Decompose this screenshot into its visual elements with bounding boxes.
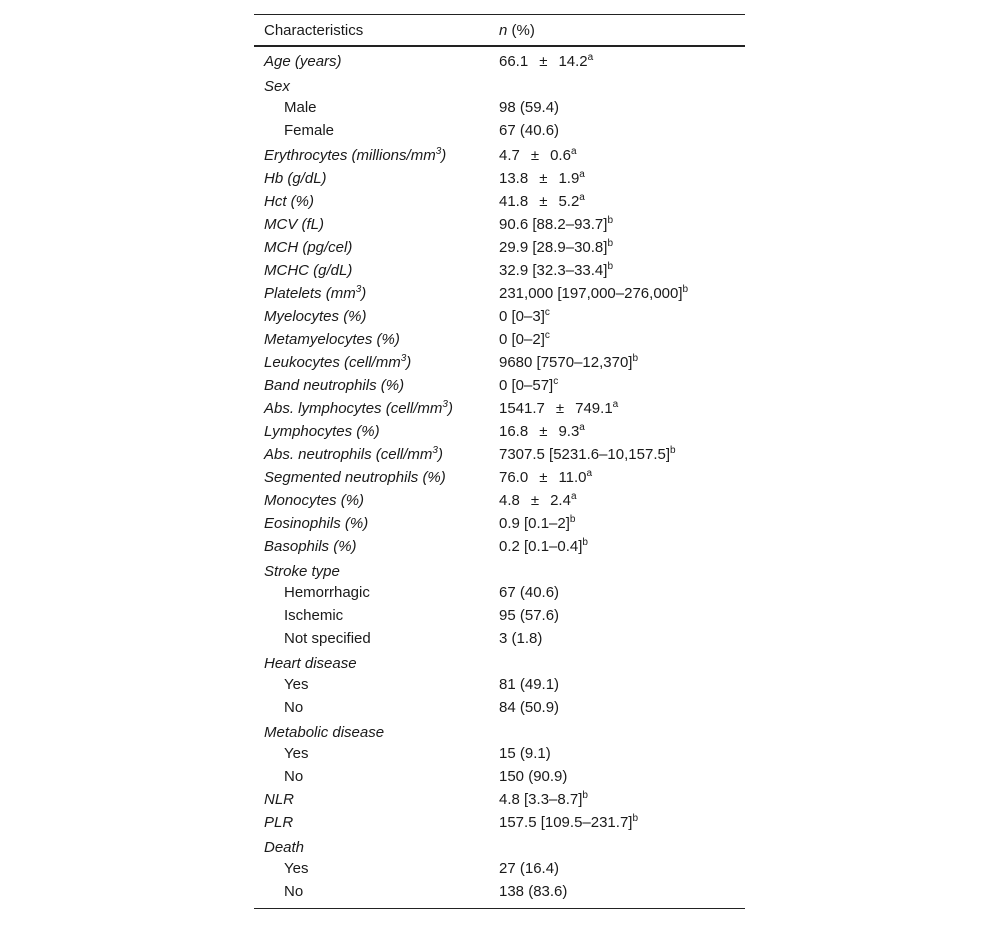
row-label: Segmented neutrophils (%) [264,469,446,486]
header-pct: (%) [507,21,535,39]
row-label: Hct (%) [264,193,314,210]
row-value: 67 (40.6) [499,584,560,601]
row-label: Yes [284,745,309,762]
row-label: Hemorrhagic [284,584,370,601]
row-value: 0 $[0-57]^c$ [499,376,559,394]
row-label: PLR [264,814,294,831]
row-value: 84 (50.9) [499,699,560,716]
row-label: Ischemic [284,607,344,624]
row-value: 4.8 $[3.3-8.7]^b$ [499,790,588,808]
table-row-erythrocytes [254,141,745,166]
table-row-metabolic-yes [254,741,745,764]
row-label: MCHC (g/dL) [264,262,353,279]
row-value: 95 (57.6) [499,607,560,624]
row-label: Myelocytes (%) [264,308,367,325]
row-label: Monocytes (%) [264,492,365,509]
table-row-plr [254,810,745,833]
row-value: 4.8 ± 2.4$^a$ [499,491,577,509]
table-row-nlr [254,787,745,810]
row-label: Basophils (%) [264,538,357,555]
table-row-female [254,118,745,141]
table-row-heart-no [254,695,745,718]
row-label: Eosinophils (%) [264,515,369,532]
table-row-platelets [254,281,745,304]
table-header [254,15,745,47]
row-label: Sex [264,78,290,95]
row-value: 1541.7 ± 749.1$^a$ [499,399,619,417]
table-row-not-specified [254,626,745,649]
table-row-myelocytes [254,304,745,327]
table-row-hemorrhagic [254,580,745,603]
row-value: 231,000 $[197,000-276,000]^b$ [499,284,689,302]
table-row-death-yes [254,856,745,879]
table-row-segmented-neutrophils [254,465,745,488]
row-label: Heart disease [264,655,357,672]
row-label: Abs. lymphocytes $(cell/mm^3)$ [264,399,453,417]
table-row-basophils [254,534,745,557]
row-label: Age (years) [264,53,342,70]
row-label: No [284,883,304,900]
table-row-sex [254,72,745,95]
table-row-eosinophils [254,511,745,534]
row-value: 15 (9.1) [499,745,551,762]
table-row-stroke-type [254,557,745,580]
row-value: 98 (59.4) [499,99,560,116]
row-value: 0 $[0-3]^c$ [499,307,550,325]
row-value: 0.2 $[0.1-0.4]^b$ [499,537,588,555]
row-value: 76.0 ± 11.0$^a$ [499,468,593,486]
row-value: 41.8 ± 5.2$^a$ [499,192,585,210]
row-value: 81 (49.1) [499,676,560,693]
row-label: Erythrocytes $(millions/mm^3)$ [264,146,447,164]
row-label: No [284,699,304,716]
row-label: Female [284,122,335,139]
table-row-metamyelocytes [254,327,745,350]
row-value: 0 $[0-2]^c$ [499,330,550,348]
table-row-hct [254,189,745,212]
row-label: Metabolic disease [264,724,385,741]
row-label: NLR [264,791,295,808]
row-value: 157.5 $[109.5-231.7]^b$ [499,813,639,831]
row-label: Hb (g/dL) [264,170,327,187]
table-row-mcv [254,212,745,235]
row-value: 4.7 ± 0.6$^a$ [499,146,577,164]
row-value: 27 (16.4) [499,860,560,877]
table-row-abs-neutrophils [254,442,745,465]
row-value: 3 (1.8) [499,630,543,647]
header-characteristics: Characteristics [264,21,364,39]
row-value: 138 (83.6) [499,883,568,900]
table-row-metabolic-disease [254,718,745,741]
row-label: Male [284,99,317,116]
row-label: Lymphocytes (%) [264,423,380,440]
row-value: 67 (40.6) [499,122,560,139]
row-value: 0.9 $[0.1-2]^b$ [499,514,576,532]
table-row-age [254,47,745,72]
table-row-band [254,373,745,396]
row-label: MCH (pg/cel) [264,239,353,256]
characteristics-table [254,14,745,909]
header-n-percent [499,22,745,39]
row-label: Platelets $(mm^3)$ [264,284,367,302]
row-value: 66.1 ± 14.2$^a$ [499,52,594,70]
table-row-death [254,833,745,856]
row-label: Metamyelocytes (%) [264,331,400,348]
table-row-metabolic-no [254,764,745,787]
row-label: Death [264,839,305,856]
table-row-heart-disease [254,649,745,672]
table-row-male [254,95,745,118]
table-row-leukocytes [254,350,745,373]
row-value: 16.8 ± 9.3$^a$ [499,422,585,440]
row-label: Yes [284,676,309,693]
table-row-death-no [254,879,745,902]
row-label: Yes [284,860,309,877]
row-value: 7307.5 $[5231.6-10,157.5]^b$ [499,445,676,463]
table-row-heart-yes [254,672,745,695]
row-label: Abs. neutrophils $(cell/mm^3)$ [264,445,443,463]
row-label: No [284,768,304,785]
row-value: 32.9 $[32.3-33.4]^b$ [499,261,613,279]
row-label: Stroke type [264,563,340,580]
table-row-ischemic [254,603,745,626]
header-n: n [499,21,508,39]
row-label: MCV (fL) [264,216,324,233]
row-label: Band neutrophils (%) [264,377,405,394]
table-row-monocytes [254,488,745,511]
row-value: 13.8 ± 1.9$^a$ [499,169,585,187]
row-value: 150 (90.9) [499,768,568,785]
table-row-hb [254,166,745,189]
row-value: 90.6 $[88.2-93.7]^b$ [499,215,613,233]
table-row-mch [254,235,745,258]
row-value: 29.9 $[28.9-30.8]^b$ [499,238,613,256]
row-label: Leukocytes $(cell/mm^3)$ [264,353,412,371]
table-row-abs-lymphocytes [254,396,745,419]
table-row-mchc [254,258,745,281]
row-value: 9680 $[7570-12,370]^b$ [499,353,639,371]
row-label: Not specified [284,630,371,647]
table-row-lymphocytes [254,419,745,442]
